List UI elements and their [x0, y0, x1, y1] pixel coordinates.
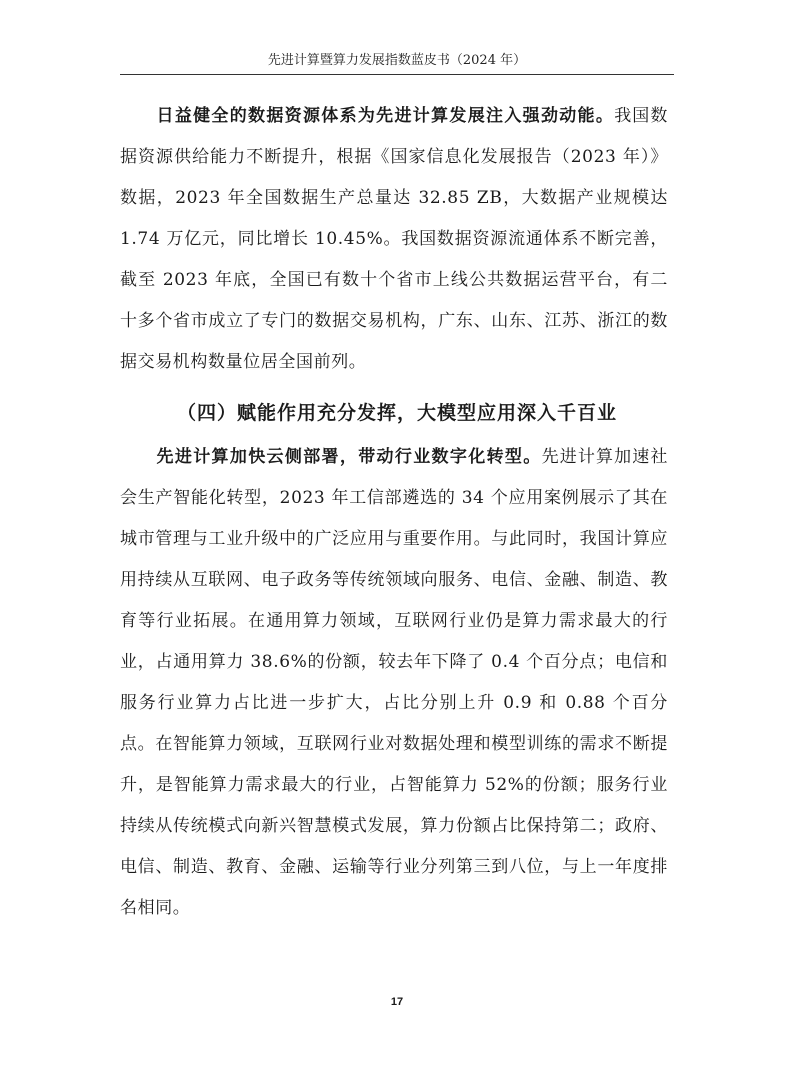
paragraph-body-text: 我国数据资源供给能力不断提升，根据《国家信息化发展报告（2023 年）》数据，2023 年全国数据生产总量达 32.85 ZB，大数据产业规模达 1.74 万亿元，同比增长 10.45%。我国数据资源流通体系不断完善，截至 2023 年底，全国已有数十个省市上线公共数据运营平台，有二十多个省市成立了专门的数据交易机构，广东、山东、江苏、浙江的数据交易机构数量位居全国前列。 [120, 106, 669, 372]
running-header: 先进计算暨算力发展指数蓝皮书（2024 年） [267, 53, 527, 68]
section-heading: （四）赋能作用充分发挥，大模型应用深入千百业 [176, 402, 617, 424]
paragraph-cloud-deployment [120, 437, 668, 929]
paragraph-lead-sentence: 先进计算加快云侧部署，带动行业数字化转型。 [156, 447, 542, 467]
paragraph-body-text: 先进计算加速社会生产智能化转型，2023 年工信部遴选的 34 个应用案例展示了其在城市管理与工业升级中的广泛应用与重要作用。与此同时，我国计算应用持续从互联网、电子政务等传统领域向服务、电信、金融、制造、教育等行业拓展。在通用算力领域，互联网行业仍是算力需求最大的行业，占通用算力 38.6%的份额，较去年下降了 0.4 个百分点；电信和服务行业算力占比进一步扩大，占比分别上升 0.9 和 0.88 个百分点。在智能算力领域，互联网行业对数据处理和模型训练的需求不断提升，是智能算力需求最大的行业，占智能算力 52%的份额；服务行业持续从传统模式向新兴智慧模式发展，算力份额占比保持第二；政府、电信、制造、教育、金融、运输等行业分列第三到八位，与上一年度排名相同。 [120, 447, 668, 918]
header-divider [120, 74, 674, 75]
page-number: 17 [390, 996, 404, 1008]
paragraph-lead-sentence: 日益健全的数据资源体系为先进计算发展注入强劲动能。 [156, 106, 615, 126]
paragraph-data-resources [120, 96, 668, 383]
